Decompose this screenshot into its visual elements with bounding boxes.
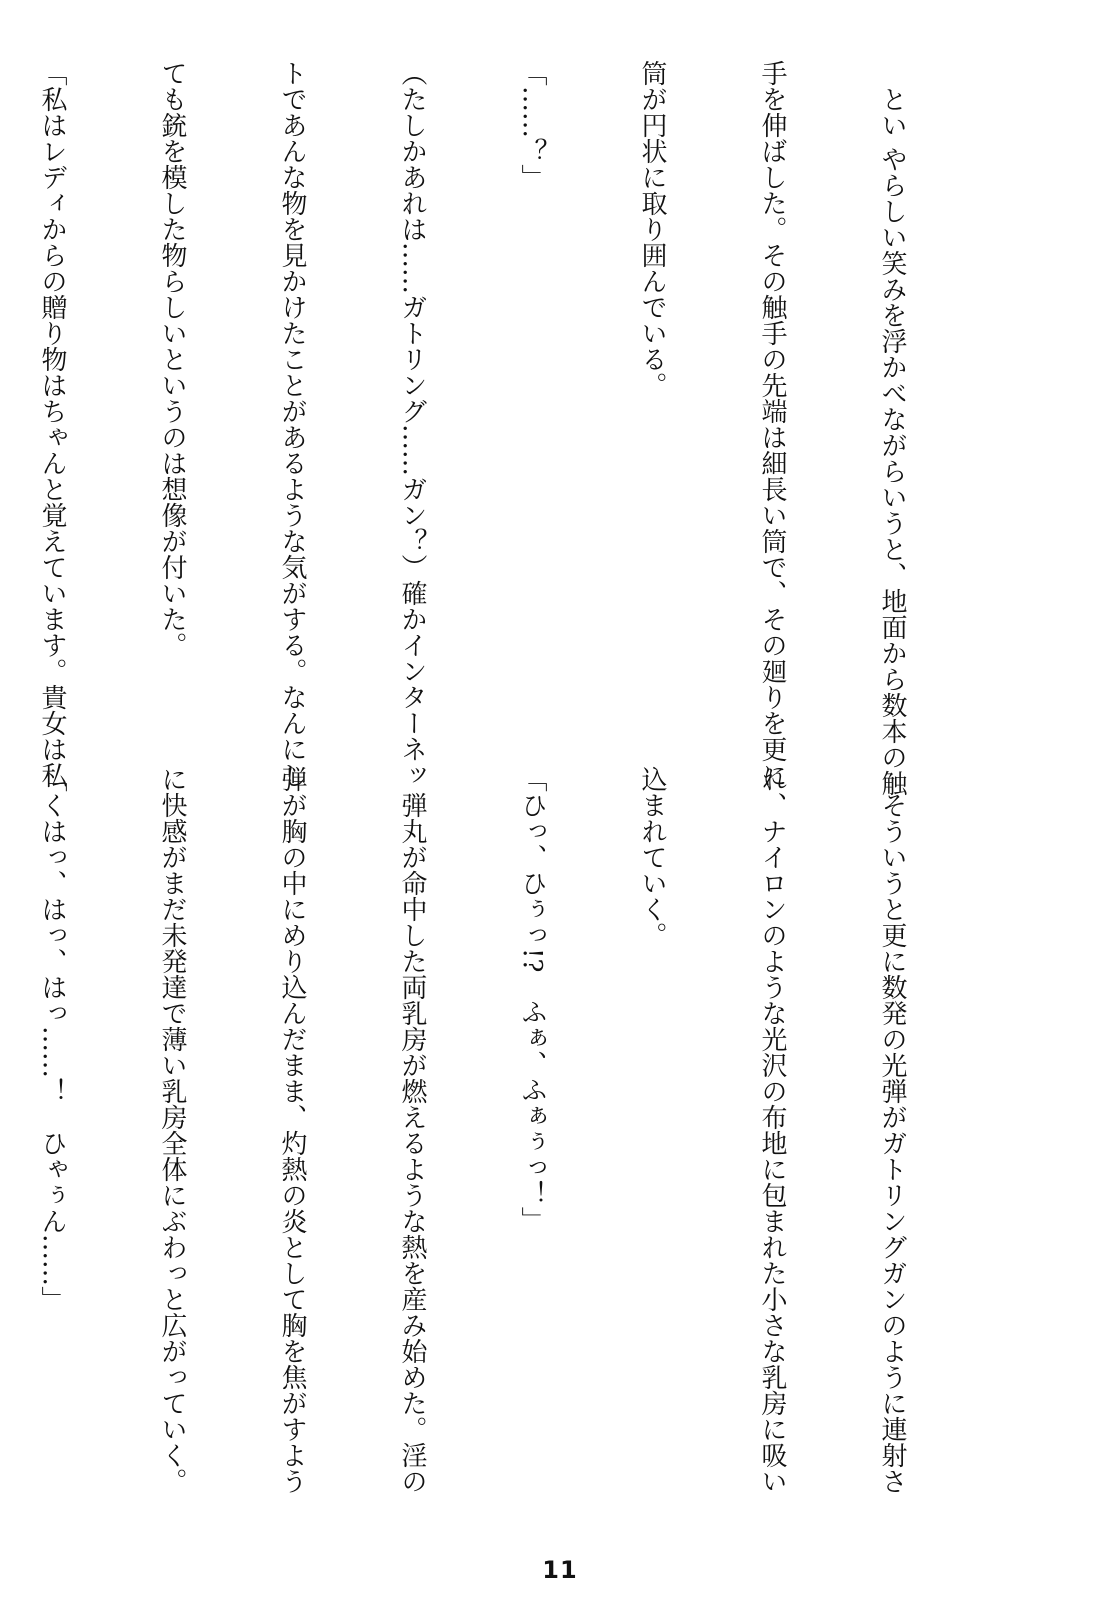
- text-column: 「くはっ、はっ、はっ……！ ひゃぅん……」: [37, 766, 67, 1312]
- top-text-block: [0, 60, 992, 797]
- text-column: 「私はレディからの贈り物はちゃんと覚えています。貴女は私: [37, 60, 67, 788]
- text-column: 込まれていく。: [637, 766, 667, 948]
- page-number: 11: [542, 1556, 578, 1584]
- text-column: とい やらしい笑みを浮かべながらいうと、地面から数本の触: [877, 60, 907, 797]
- text-column: ても銃を模した物らしいというのは想像が付いた。: [157, 60, 187, 658]
- text-column: そういうと更に数発の光弾がガトリングガンのように連射さ: [877, 766, 907, 1494]
- bottom-text-block: [0, 766, 992, 1494]
- text-column: トであんな物を見かけたことがあるような気がする。なんにし: [277, 60, 307, 788]
- text-column: に快感がまだ未発達で薄い乳房全体にぶわっと広がっていく。: [157, 766, 187, 1494]
- text-column: 弾丸が命中した両乳房が燃えるような熱を産み始めた。淫の: [397, 766, 427, 1494]
- text-column: 手を伸ばした。その触手の先端は細長い筒で、その廻りを更に: [757, 60, 787, 788]
- text-column: （たしかあれは……ガトリング……ガン？）確かインターネッ: [397, 60, 427, 788]
- text-column: 弾が胸の中にめり込んだまま、灼熱の炎として胸を焦がすよう: [277, 766, 307, 1494]
- text-column: 筒が円状に取り囲んでいる。: [637, 60, 667, 398]
- text-column: 「……？」: [517, 60, 547, 190]
- text-column: 「ひっ、ひぅっ!? ふぁ、ふぁぅっ！」: [517, 766, 547, 1233]
- text-column: れ、ナイロンのような光沢の布地に包まれた小さな乳房に吸い: [757, 766, 787, 1494]
